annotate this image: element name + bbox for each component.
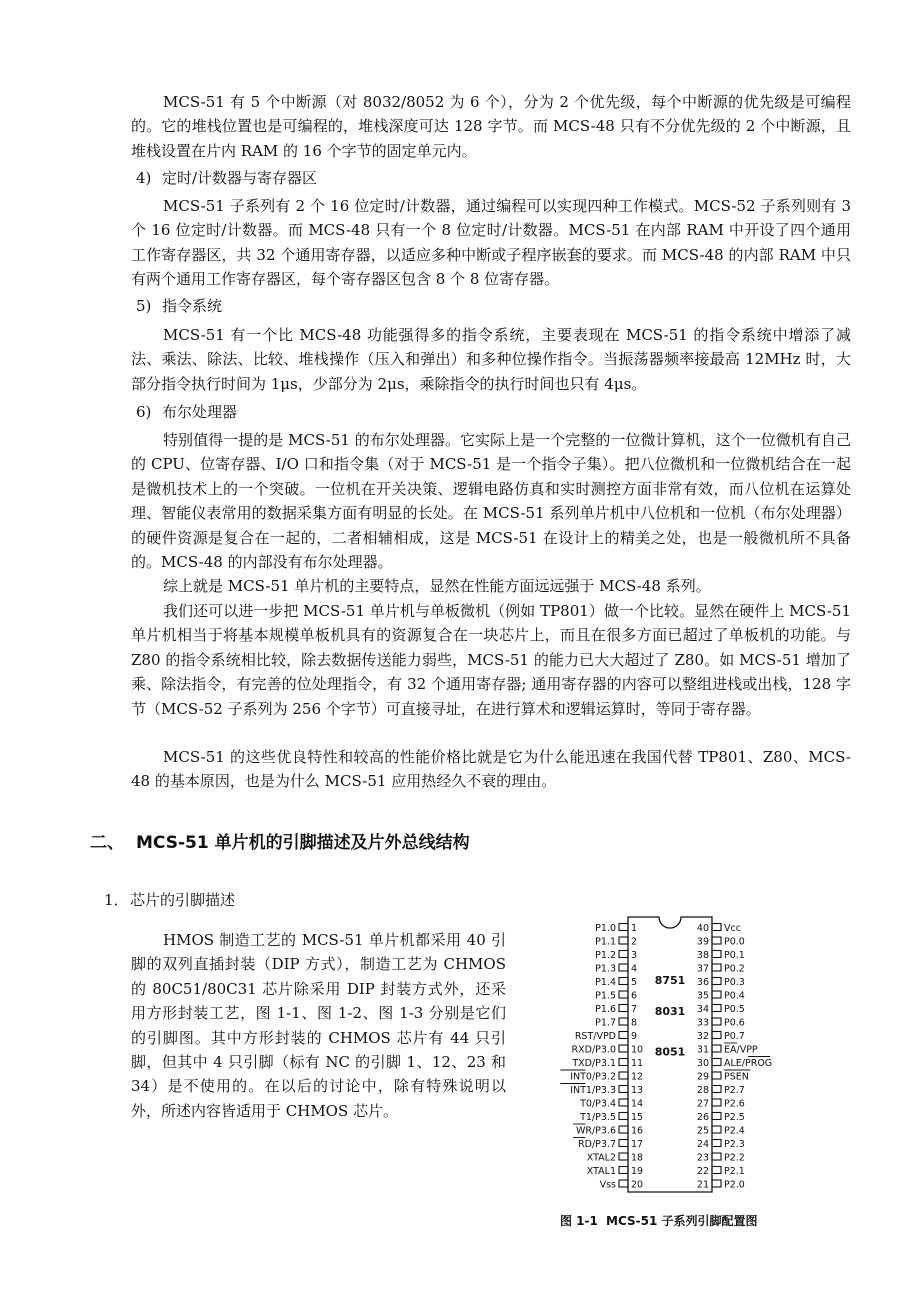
pin-lead [712,924,721,931]
pin-number: 32 [696,1031,709,1042]
paragraph-pin-description: HMOS 制造工艺的 MCS-51 单片机都采用 40 引脚的双列直插封装（DIP 方式），制造工艺为 CHMOS 的 80C51/80C31 芯片除采用 DIP 封装方式外，还采用方形封装工艺，图 1-1、图 1-2、图 1-3 分别是它们的引脚图。其中方形封装的 CHMOS 芯片有 44 只引脚，但其中 4 只引脚（标有 NC 的引脚 1、12、23 和 34）是不使用的。在以后的讨论中，除有特殊说明以外，所述内容皆适用于 CHMOS 芯片。 [131,931,506,1120]
pin-label: Vss [599,1179,616,1191]
chapter-number: 二、 [90,833,124,853]
pin-label: P0.4 [724,990,745,1002]
pin-number: 16 [631,1125,644,1137]
pin-number: 38 [696,950,709,961]
pin-lead [619,1045,628,1052]
pin-label: P2.1 [724,1166,745,1177]
pin-lead [712,1005,721,1012]
pin-number: 24 [696,1139,709,1150]
pin-label: P2.0 [724,1179,745,1191]
pin-number: 17 [631,1139,644,1150]
pin-lead [712,1167,721,1174]
paragraph-comparison: 我们还可以进一步把 MCS-51 单片机与单板微机（例如 TP801）做一个比较。显然在硬件上 MCS-51 单片机相当于将基本规模单板机具有的资源复合在一块芯片上，而且在很多方面已超过了单板机的功能。与 Z80 的指令系统相比较，除去数据传送能力弱些，MCS-51 的能力已大大超过了 Z80。如 MCS-51 增加了乘、除法指令，有完善的位处理指令，有 32 个通用寄存器; 通用寄存器的内容可以整组进栈或出栈，128 字节（MCS-52 子系列为 256 个字节）可直接寻址，在进行算术和逻辑运算时，等同于寄存器。 [131,602,851,718]
pin-number: 13 [631,1085,644,1096]
pin-lead [712,1153,721,1160]
pin-number: 2 [631,936,638,948]
pin-label: ALE/PROG [724,1058,773,1069]
pin-label: TXD/P3.1 [572,1058,616,1069]
pin-lead [619,1126,628,1133]
pin-lead [712,1126,721,1133]
pin-label: P1.3 [595,963,616,975]
pin-lead [619,1167,628,1174]
chip-model-label: 8751 [654,974,686,987]
pin-lead [619,1099,628,1106]
section-number: 5) [136,297,152,315]
pin-number: 10 [631,1044,644,1056]
pin-label: P0.1 [724,950,745,961]
pin-label: P1.4 [595,977,616,988]
pin-label: PSEN [724,1071,749,1083]
pin-lead [619,1032,628,1039]
pin-lead [619,1005,628,1012]
pin-label: P2.6 [724,1098,745,1110]
pin-lead [712,1059,721,1066]
pin-number: 40 [696,923,709,934]
pin-number: 23 [696,1152,709,1164]
pin-label: T1/P3.5 [580,1112,616,1123]
pin-number: 22 [696,1166,709,1177]
pin-lead [712,1180,721,1187]
pin-lead [619,1153,628,1160]
pin-label: P1.5 [595,990,616,1002]
section-heading-instructions [136,294,222,318]
pin-label: INT1/P3.3 [570,1085,616,1096]
pin-label: XTAL1 [586,1166,616,1177]
section-title: 布尔处理器 [162,403,238,421]
pin-number: 5 [631,977,638,988]
pin-lead [712,991,721,998]
subsection-heading [104,889,235,910]
figure-caption-text: MCS-51 子系列引脚配置图 [606,1214,758,1228]
pin-label: P2.4 [724,1125,745,1137]
paragraph-timers: MCS-51 子系列有 2 个 16 位定时/计数器，通过编程可以实现四种工作模式。MCS-52 子系列则有 3 个 16 位定时/计数器。而 MCS-48 只有一个 8 位定时/计数器。MCS-51 在内部 RAM 中开设了四个通用工作寄存器区，共 32 个通用寄存器，以适应多种中断或子程序嵌套的要求。而 MCS-48 的内部 RAM 中只有两个通用工作寄存器区，每个寄存器区包含 8 个 8 位寄存器。 [131,197,851,289]
pin-lead [712,1032,721,1039]
pin-label: INT0/P3.2 [570,1071,616,1083]
pin-lead [712,1045,721,1052]
pin-lead [619,1180,628,1187]
pin-lead [619,1059,628,1066]
pin-lead [712,1086,721,1093]
pin-number: 6 [631,990,638,1002]
pin-label: RD/P3.7 [578,1139,616,1150]
chip-model-label: 8031 [654,1005,686,1018]
pin-lead [619,951,628,958]
pin-number: 12 [631,1071,644,1083]
pin-number: 39 [696,936,709,948]
pin-number: 36 [696,977,709,988]
pin-lead [712,1140,721,1147]
section-title: 定时/计数器与寄存器区 [162,169,318,187]
subsection-title: 芯片的引脚描述 [130,891,236,909]
pin-number: 11 [631,1058,644,1069]
section-number: 4) [136,169,152,187]
pin-lead [619,924,628,931]
pin-label: P2.2 [724,1152,745,1164]
pin-number: 34 [696,1004,709,1015]
pin-label: P1.1 [595,936,616,948]
pin-label: P0.0 [724,936,745,948]
pin-lead [619,937,628,944]
pin-label: RXD/P3.0 [571,1044,616,1056]
pin-label: XTAL2 [586,1152,616,1164]
pin-number: 15 [631,1112,644,1123]
pin-label: RST/VPD [574,1031,616,1042]
pin-number: 4 [631,963,638,975]
paragraph-interrupts: MCS-51 有 5 个中断源（对 8032/8052 为 6 个），分为 2 个优先级，每个中断源的优先级是可编程的。它的堆栈位置也是可编程的，堆栈深度可达 128 字节。而 MCS-48 只有不分优先级的 2 个中断源，且堆栈设置在片内 RAM 的 16 个字节的固定单元内。 [131,93,851,160]
pin-label: P0.2 [724,963,745,975]
pin-label: P1.2 [595,950,616,961]
pin-number: 25 [696,1125,709,1137]
pin-lead [619,1018,628,1025]
pin-label: EA/VPP [724,1044,758,1056]
subsection-number: 1． [104,891,129,909]
pin-label: P1.6 [595,1004,616,1015]
pin-number: 8 [631,1017,638,1029]
pin-number: 35 [696,990,709,1002]
section-heading-timers [136,166,317,190]
paragraph-instructions: MCS-51 有一个比 MCS-48 功能强得多的指令系统，主要表现在 MCS-51 的指令系统中增添了减法、乘法、除法、比较、堆栈操作（压入和弹出）和多种位操作指令。当振荡器频率接最高 12MHz 时，大部分指令执行时间为 1μs，少部分为 2μs，乘除指令的执行时间也只有 4μs。 [131,326,851,393]
pin-lead [619,1086,628,1093]
pin-label: P0.5 [724,1004,745,1015]
pin-lead [619,1140,628,1147]
figure-number: 图 1-1 [560,1214,598,1228]
pin-label: P2.3 [724,1139,745,1150]
pin-lead [712,1018,721,1025]
pin-label: WR/P3.6 [575,1125,616,1137]
pin-lead [712,1099,721,1106]
chip-model-label: 8051 [654,1045,686,1059]
paragraph-summary: 综上就是 MCS-51 单片机的主要特点，显然在性能方面远远强于 MCS-48 系列。 [163,577,711,595]
pin-lead [619,1113,628,1120]
pin-number: 31 [696,1044,709,1056]
pin-lead [712,951,721,958]
pin-number: 9 [631,1031,638,1042]
pin-number: 14 [631,1098,644,1110]
chapter-title: MCS-51 单片机的引脚描述及片外总线结构 [136,833,470,853]
pin-number: 33 [696,1017,709,1029]
dip40-pinout-diagram [548,912,792,1197]
pin-number: 26 [696,1112,709,1123]
pin-label: P2.7 [724,1085,745,1096]
pin-lead [712,1113,721,1120]
pin-label: T0/P3.4 [580,1098,616,1110]
pin-number: 29 [696,1071,709,1083]
pin-number: 37 [696,963,709,975]
pin-lead [619,1072,628,1079]
section-heading-boolean [136,400,237,424]
pin-number: 27 [696,1098,709,1110]
pin-number: 19 [631,1166,644,1177]
section-number: 6) [136,403,152,421]
pin-number: 1 [631,923,638,934]
pin-lead [619,978,628,985]
figure-caption [560,1212,757,1229]
pin-number: 3 [631,950,638,961]
pin-label: P1.7 [595,1017,616,1029]
pin-label: P1.0 [595,923,616,934]
pin-lead [619,964,628,971]
pin-number: 28 [696,1085,709,1096]
pin-label: P0.3 [724,977,745,988]
pin-lead [712,937,721,944]
pin-lead [712,964,721,971]
pin-lead [712,978,721,985]
pin-label: P0.7 [724,1031,745,1042]
paragraph-boolean: 特别值得一提的是 MCS-51 的布尔处理器。它实际上是一个完整的一位微计算机，这个一位微机有自己的 CPU、位寄存器、I/O 口和指令集（对于 MCS-51 是一个指令子集）。把八位微机和一位微机结合在一起是微机技术上的一个突破。一位机在开关决策、逻辑电路仿真和实时测控方面非常有效，而八位机在运算处理、智能仪表常用的数据采集方面有明显的长处。在 MCS-51 系列单片机中八位机和一位机（布尔处理器）的硬件资源是复合在一起的，二者相辅相成，这是 MCS-51 在设计上的精美之处，也是一般微机所不具备的。MCS-48 的内部没有布尔处理器。 [131,431,851,572]
pin-number: 21 [696,1179,709,1191]
chapter-heading [90,828,470,853]
pin-label: P0.6 [724,1017,745,1029]
pin-number: 20 [631,1179,644,1191]
pin-label: P2.5 [724,1112,745,1123]
pin-number: 18 [631,1152,644,1164]
pin-lead [619,991,628,998]
pin-number: 7 [631,1004,638,1015]
paragraph-conclusion: MCS-51 的这些优良特性和较高的性能价格比就是它为什么能迅速在我国代替 TP801、Z80、MCS-48 的基本原因，也是为什么 MCS-51 应用热经久不衰的理由。 [131,748,851,791]
pin-number: 30 [696,1058,709,1069]
pin-label: Vcc [724,923,741,934]
section-title: 指令系统 [162,297,223,315]
pin-lead [712,1072,721,1079]
